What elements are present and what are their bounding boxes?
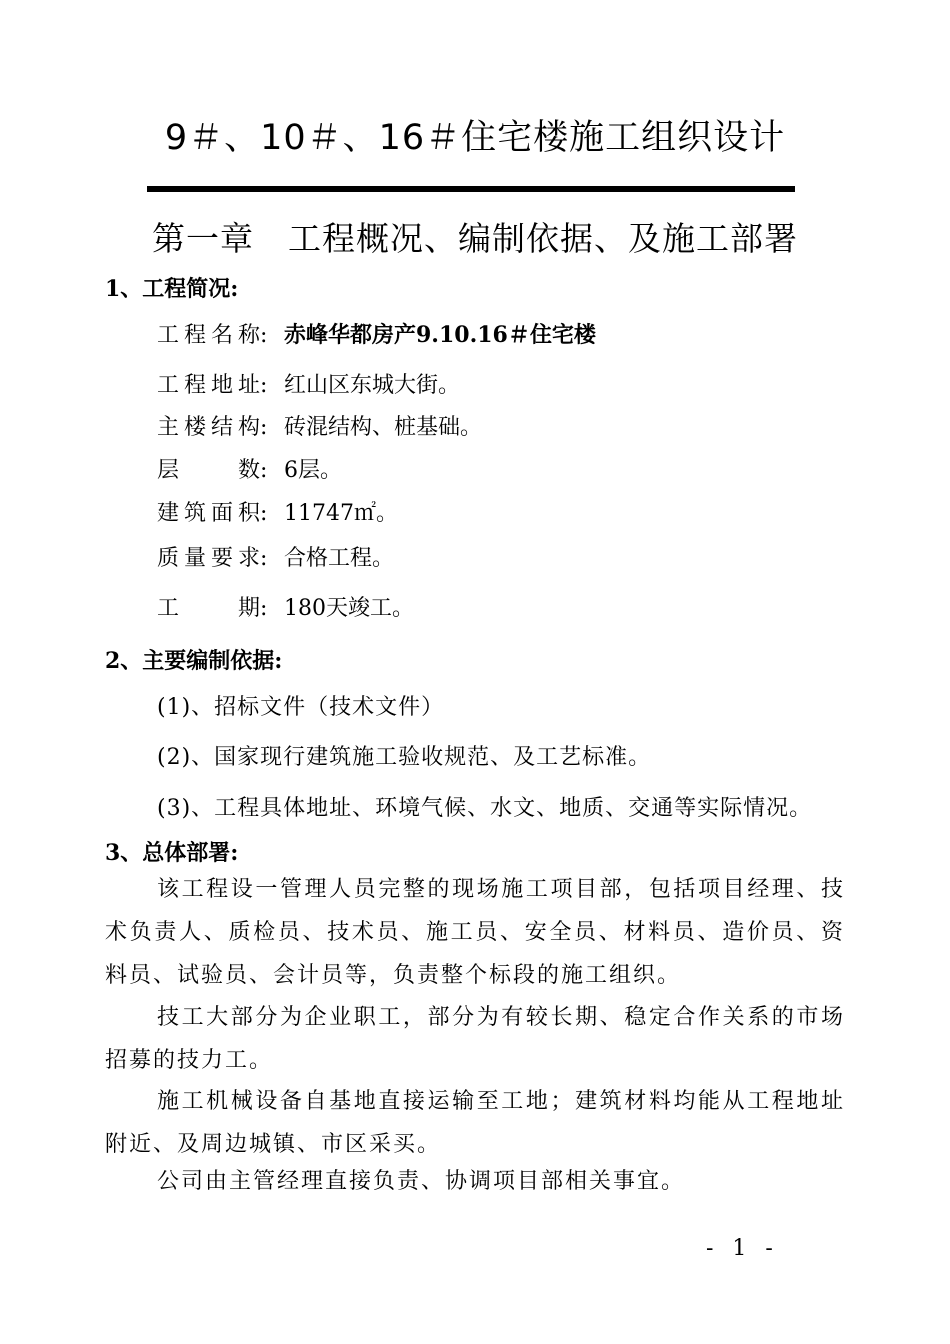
field-value: 11747㎡。 [284,501,398,526]
field-value: 180天竣工。 [284,596,414,621]
basis-item: (3)、工程具体地址、环境气候、水文、地质、交通等实际情况。 [157,796,813,821]
field-value: 红山区东城大街。 [284,373,461,398]
field-label: 层数 [157,458,260,483]
field-colon: : [260,596,268,621]
paragraph: 该工程设一管理人员完整的现场施工项目部，包括项目经理、技术负责人、质检员、技术员、施工员、安全员、材料员、造价员、资料员、试验员、会计员等，负责整个标段的施工组织。 [105,877,845,988]
field-row-project-name [157,318,596,349]
field-colon: : [260,546,268,571]
field-colon: : [260,458,268,483]
field-value: 6层。 [284,458,342,483]
basis-item: (1)、招标文件（技术文件） [157,695,445,720]
title-divider [147,186,795,192]
field-colon: : [260,501,268,526]
chapter-title: 第一章 工程概况、编制依据、及施工部署 [152,219,798,258]
section-heading-basis: 2、主要编制依据: [105,648,283,674]
field-row-quality [157,541,394,572]
paragraph: 技工大部分为企业职工，部分为有较长期、稳定合作关系的市场招募的技力工。 [105,1005,845,1073]
paragraph: 公司由主管经理直接负责、协调项目部相关事宜。 [157,1169,686,1194]
field-value: 赤峰华都房产9.10.16＃住宅楼 [284,322,596,348]
field-row-area [157,496,398,527]
field-colon: : [260,373,268,398]
basis-item: (2)、国家现行建筑施工验收规范、及工艺标准。 [157,745,652,770]
document-title: 9＃、10＃、16＃住宅楼施工组织设计 [164,118,786,158]
field-value: 合格工程。 [284,546,395,571]
field-row-duration [157,591,414,622]
paragraph: 施工机械设备自基地直接运输至工地；建筑材料均能从工程地址附近、及周边城镇、市区采买。 [105,1089,845,1157]
field-label: 工程名称 [157,323,260,348]
page-number: - 1 - [706,1236,779,1261]
section-heading-overview: 1、工程简况: [105,276,239,302]
field-label: 主楼结构 [157,415,260,440]
field-row-floors [157,453,342,484]
field-label: 质量要求 [157,546,260,571]
field-label: 建筑面积 [157,501,260,526]
field-colon: : [260,323,268,348]
field-row-address [157,368,460,399]
section-heading-deployment: 3、总体部署: [105,840,239,866]
field-row-structure [157,410,482,441]
field-label: 工期 [157,596,260,621]
field-label: 工程地址 [157,373,260,398]
field-value: 砖混结构、桩基础。 [284,415,483,440]
field-colon: : [260,415,268,440]
